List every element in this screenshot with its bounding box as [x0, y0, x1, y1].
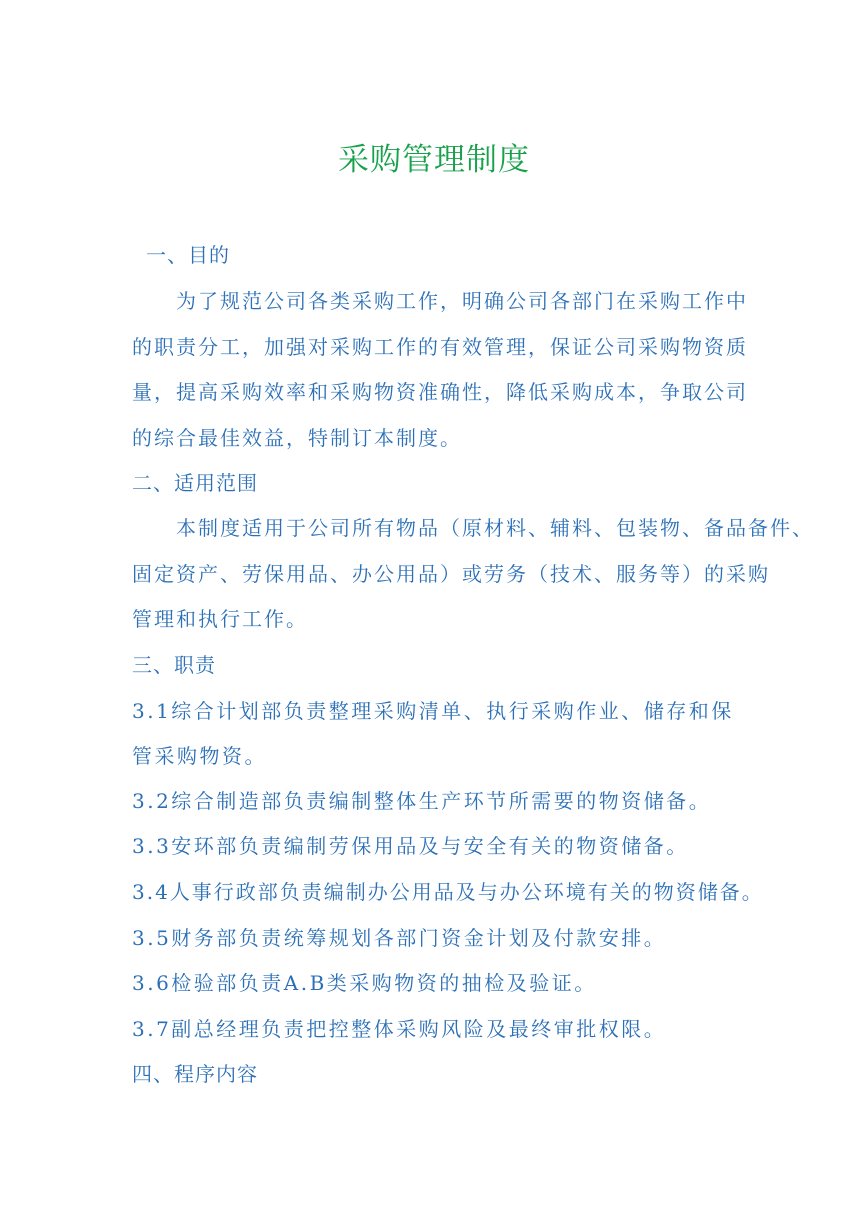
document-title: 采购管理制度	[338, 142, 530, 178]
duty-item: 3.3安环部负责编制劳保用品及与安全有关的物资储备。	[132, 834, 689, 858]
duty-item: 3.4人事行政部负责编制办公用品及与办公环境有关的物资储备。	[132, 880, 764, 904]
duty-item: 3.7副总经理负责把控整体采购风险及最终审批权限。	[132, 1017, 667, 1041]
scope-paragraph-line: 管理和执行工作。	[132, 607, 308, 631]
section-heading-purpose: 一、目的	[146, 243, 230, 267]
scope-paragraph-line: 本制度适用于公司所有物品（原材料、辅料、包装物、备品备件、	[176, 516, 814, 540]
duty-item: 3.1综合计划部负责整理采购清单、执行采购作业、储存和保	[132, 699, 734, 723]
purpose-paragraph-line: 为了规范公司各类采购工作，明确公司各部门在采购工作中	[176, 289, 748, 313]
duty-item: 3.6检验部负责A.B类采购物资的抽检及验证。	[132, 971, 597, 995]
purpose-paragraph-line: 的职责分工，加强对采购工作的有效管理，保证公司采购物资质	[132, 335, 748, 359]
duty-item-continuation: 管采购物资。	[132, 744, 267, 768]
purpose-paragraph-line: 的综合最佳效益，特制订本制度。	[132, 426, 462, 450]
section-heading-procedure: 四、程序内容	[132, 1062, 258, 1086]
scope-paragraph-line: 固定资产、劳保用品、办公用品）或劳务（技术、服务等）的采购	[132, 562, 770, 586]
duty-item: 3.2综合制造部负责编制整体生产环节所需要的物资储备。	[132, 789, 712, 813]
section-heading-scope: 二、适用范围	[132, 471, 258, 495]
duty-item: 3.5财务部负责统筹规划各部门资金计划及付款安排。	[132, 926, 667, 950]
purpose-paragraph-line: 量，提高采购效率和采购物资准确性，降低采购成本，争取公司	[132, 380, 748, 404]
section-heading-duties: 三、职责	[132, 653, 216, 677]
